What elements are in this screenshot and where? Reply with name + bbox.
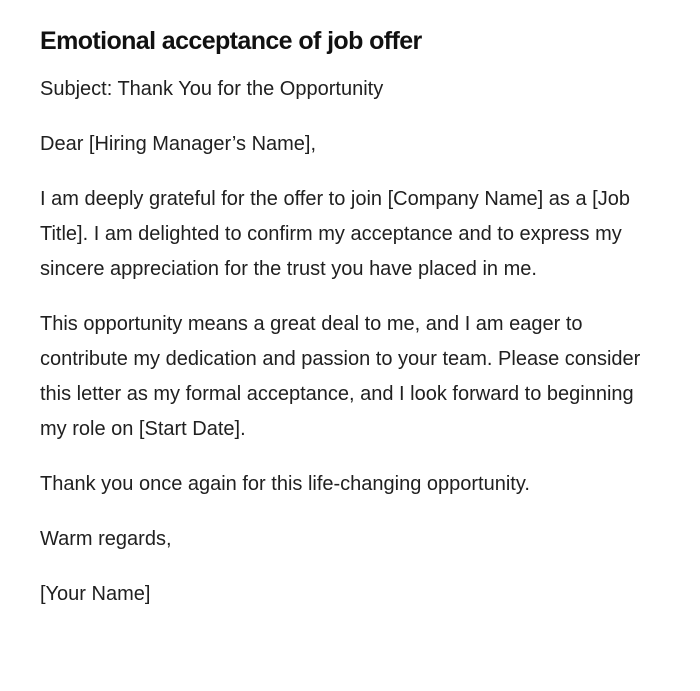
body-paragraph-1: I am deeply grateful for the offer to join [Company Name] as a [Job Title]. I am delighted to confirm my acceptance and to express my sincere appreciation for the trust you have placed in me. bbox=[40, 188, 630, 280]
salutation: Dear [Hiring Manager’s Name], bbox=[40, 133, 317, 155]
subject-line: Subject: Thank You for the Opportunity bbox=[40, 78, 384, 100]
body-paragraph-3: Thank you once again for this life-changing opportunity. bbox=[40, 473, 530, 495]
signature: [Your Name] bbox=[40, 583, 151, 605]
document-title: Emotional acceptance of job offer bbox=[40, 27, 422, 55]
body-paragraph-2: This opportunity means a great deal to me, and I am eager to contribute my dedication and passion to your team. Please consider this letter as my formal acceptance, and I look forward to beginning my role on [Start Date]. bbox=[40, 313, 641, 440]
closing: Warm regards, bbox=[40, 528, 172, 550]
